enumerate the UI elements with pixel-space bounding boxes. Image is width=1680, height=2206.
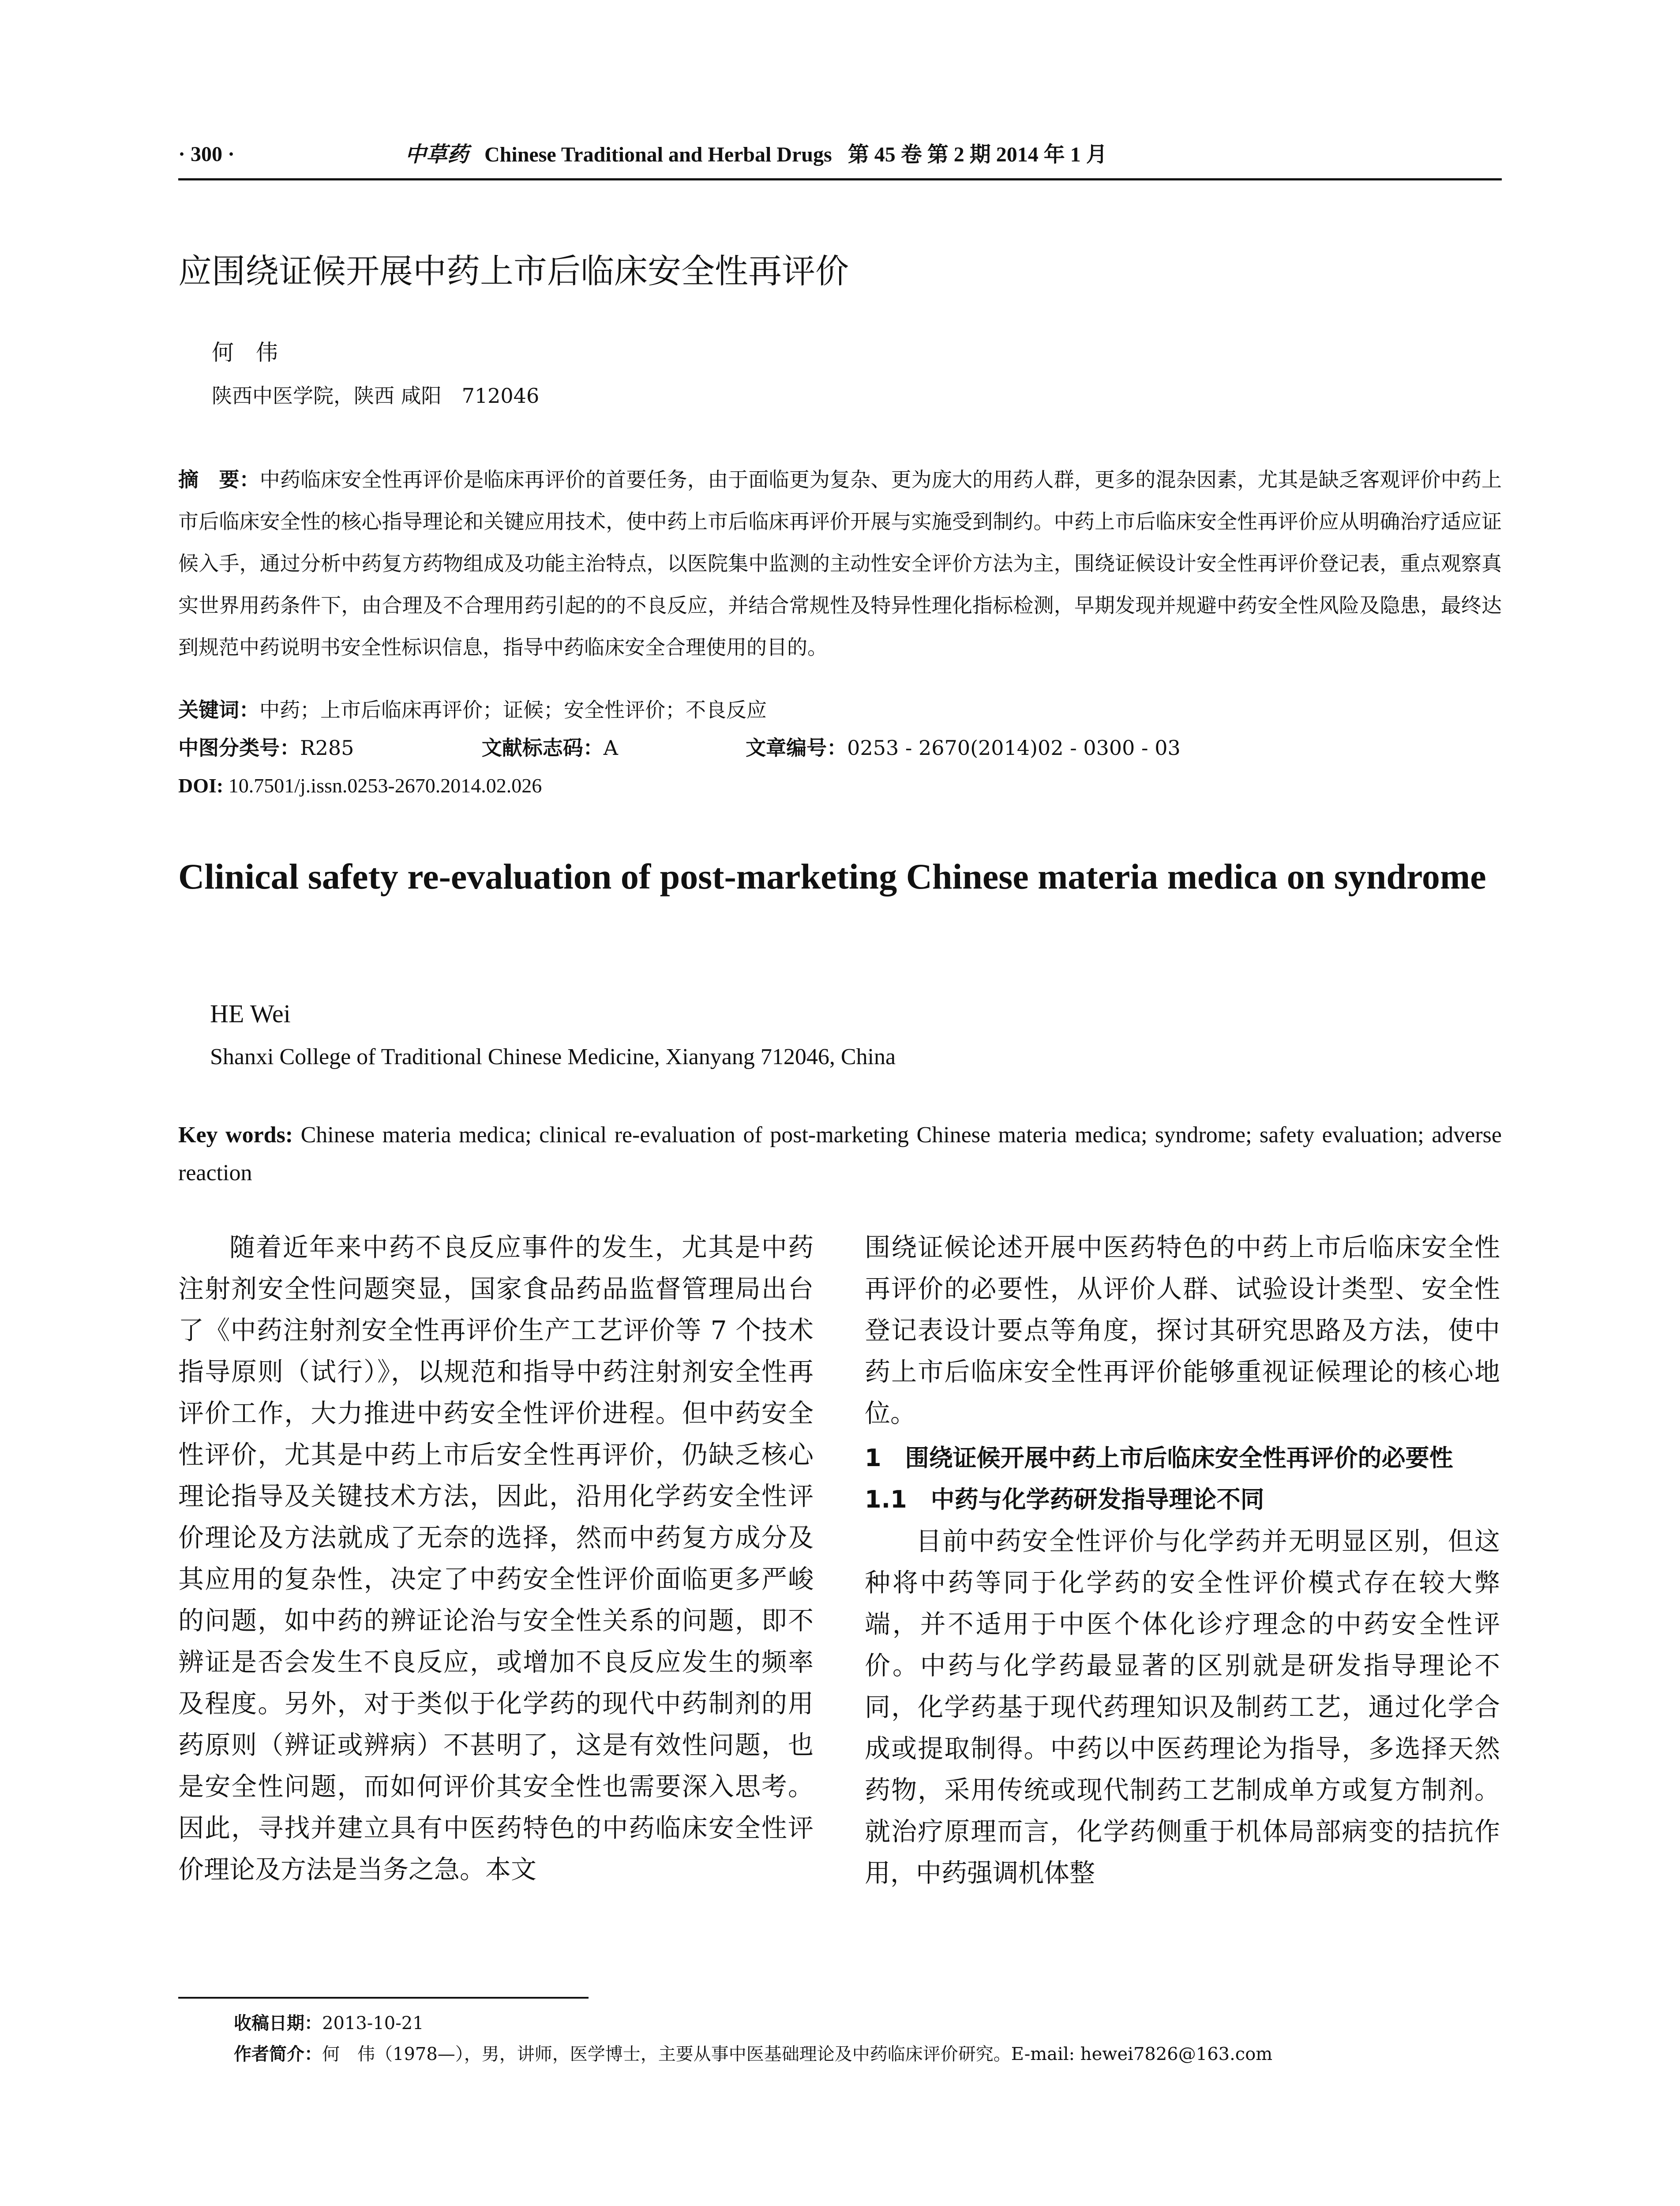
affiliation-en: Shanxi College of Traditional Chinese Medicine, Xianyang 712046, China (210, 1044, 896, 1069)
body-paragraph: 随着近年来中药不良反应事件的发生，尤其是中药注射剂安全性问题突显，国家食品药品监督管理局出台了《中药注射剂安全性再评价生产工艺评价等 7 个技术指导原则（试行）》，以规范和指导中药注射剂安全性再评价工作，大力推进中药安全性评价进程。但中药安全性评价，尤其是中药上市后安全性再评价，仍缺乏核心理论指导及关键技术方法，因此，沿用化学药安全性评价理论及方法就成了无奈的选择，然而中药复方成分及其应用的复杂性，决定了中药安全性评价面临更多严峻的问题，如中药的辨证论治与安全性关系的问题，即不辨证是否会发生不良反应，或增加不良反应发生的频率及程度。另外，对于类似于化学药的现代中药制剂的用药原则（辨证或辨病）不甚明了，这是有效性问题，也是安全性问题，而如何评价其安全性也需要深入思考。因此，寻找并建立具有中医药特色的中药临床安全性评价理论及方法是当务之急。本文 (178, 1232, 814, 1884)
doi-value[interactable]: 10.7501/j.issn.0253-2670.2014.02.026 (228, 774, 542, 797)
affiliation-cn: 陕西中医学院，陕西 咸阳 712046 (212, 384, 540, 408)
keywords-en-text: Chinese materia medica; clinical re-evaluation of post-marketing Chinese materia medica; syndrome; safety evaluation; adverse reaction (178, 1122, 1502, 1186)
body-paragraph: 围绕证候论述开展中医药特色的中药上市后临床安全性再评价的必要性，从评价人群、试验设计类型、安全性登记表设计要点等角度，探讨其研究思路及方法，使中药上市后临床安全性再评价能够重视证候理论的核心地位。 (865, 1232, 1500, 1428)
keywords-en-label: Key words: (178, 1122, 293, 1148)
abstract-cn (178, 459, 1502, 668)
doi-label: DOI: (178, 774, 224, 797)
author-bio-text: 何 伟（1978—），男，讲师，医学博士，主要从事中医基础理论及中药临床评价研究。E-mail: hewei7826@163.com (322, 2044, 1273, 2064)
header-rule (178, 178, 1502, 180)
author-bio-label: 作者简介： (234, 2044, 322, 2064)
body-column-right (865, 1227, 1500, 1894)
section-heading-1: 1 围绕证候开展中药上市后临床安全性再评价的必要性 (865, 1444, 1453, 1472)
keywords-cn-text: 中药；上市后临床再评价；证候；安全性评价；不良反应 (259, 698, 767, 722)
section-heading-1-1: 1.1 中药与化学药研发指导理论不同 (865, 1486, 1264, 1513)
page-number: · 300 · (178, 143, 235, 166)
journal-issue: 第 45 卷 第 2 期 2014 年 1 月 (848, 143, 1107, 166)
received-date (234, 2010, 424, 2037)
doi-line (178, 771, 542, 800)
body-paragraph: 目前中药安全性评价与化学药并无明显区别，但这种将中药等同于化学药的安全性评价模式存在较大弊端，并不适用于中医个体化诊疗理念的中药安全性评价。中药与化学药最显著的区别就是研发指导理论不同，化学药基于现代药理知识及制药工艺，通过化学合成或提取制得。中药以中医药理论为指导，多选择天然药物，采用传统或现代制药工艺制成单方或复方制剂。就治疗原理而言，化学药侧重于机体局部病变的拮抗作用，中药强调机体整 (865, 1526, 1500, 1888)
abstract-label: 摘 要： (178, 468, 260, 491)
abstract-text: 中药临床安全性再评价是临床再评价的首要任务，由于面临更为复杂、更为庞大的用药人群，更多的混杂因素，尤其是缺乏客观评价中药上市后临床安全性的核心指导理论和关键应用技术，使中药上市后临床再评价开展与实施受到制约。中药上市后临床安全性再评价应从明确治疗适应证候入手，通过分析中药复方药物组成及功能主治特点，以医院集中监测的主动性安全评价方法为主，围绕证候设计安全性再评价登记表，重点观察真实世界用药条件下，由合理及不合理用药引起的的不良反应，并结合常规性及特异性理化指标检测，早期发现并规避中药安全性风险及隐患，最终达到规范中药说明书安全性标识信息，指导中药临床安全合理使用的目的。 (178, 468, 1502, 659)
received-label: 收稿日期： (234, 2013, 322, 2033)
article-title-en: Clinical safety re-evaluation of post-marketing Chinese materia medica on syndrome (178, 856, 1486, 897)
author-bio (234, 2041, 1272, 2067)
clc-value: R285 (300, 736, 354, 760)
article-number-label: 文章编号： (746, 736, 848, 760)
doc-code-value: A (603, 736, 618, 760)
author-name-en: HE Wei (210, 999, 291, 1028)
footnote-rule (178, 1997, 589, 1999)
author-name-cn: 何伟 (212, 340, 300, 365)
article-title-cn: 应围绕证候开展中药上市后临床安全性再评价 (178, 251, 849, 291)
keywords-cn (178, 695, 767, 724)
journal-name-cn: 中草药 (405, 142, 469, 167)
keywords-en (178, 1116, 1502, 1192)
journal-name-en: Chinese Traditional and Herbal Drugs (484, 143, 832, 166)
received-value: 2013-10-21 (322, 2013, 424, 2033)
clc-label: 中图分类号： (178, 736, 300, 760)
classification-line (178, 733, 1181, 762)
keywords-cn-label: 关键词： (178, 698, 259, 722)
body-column-left (178, 1227, 814, 1890)
running-header (405, 140, 1107, 169)
doc-code-label: 文献标志码： (481, 736, 604, 760)
article-number-value: 0253 - 2670(2014)02 - 0300 - 03 (847, 736, 1181, 760)
